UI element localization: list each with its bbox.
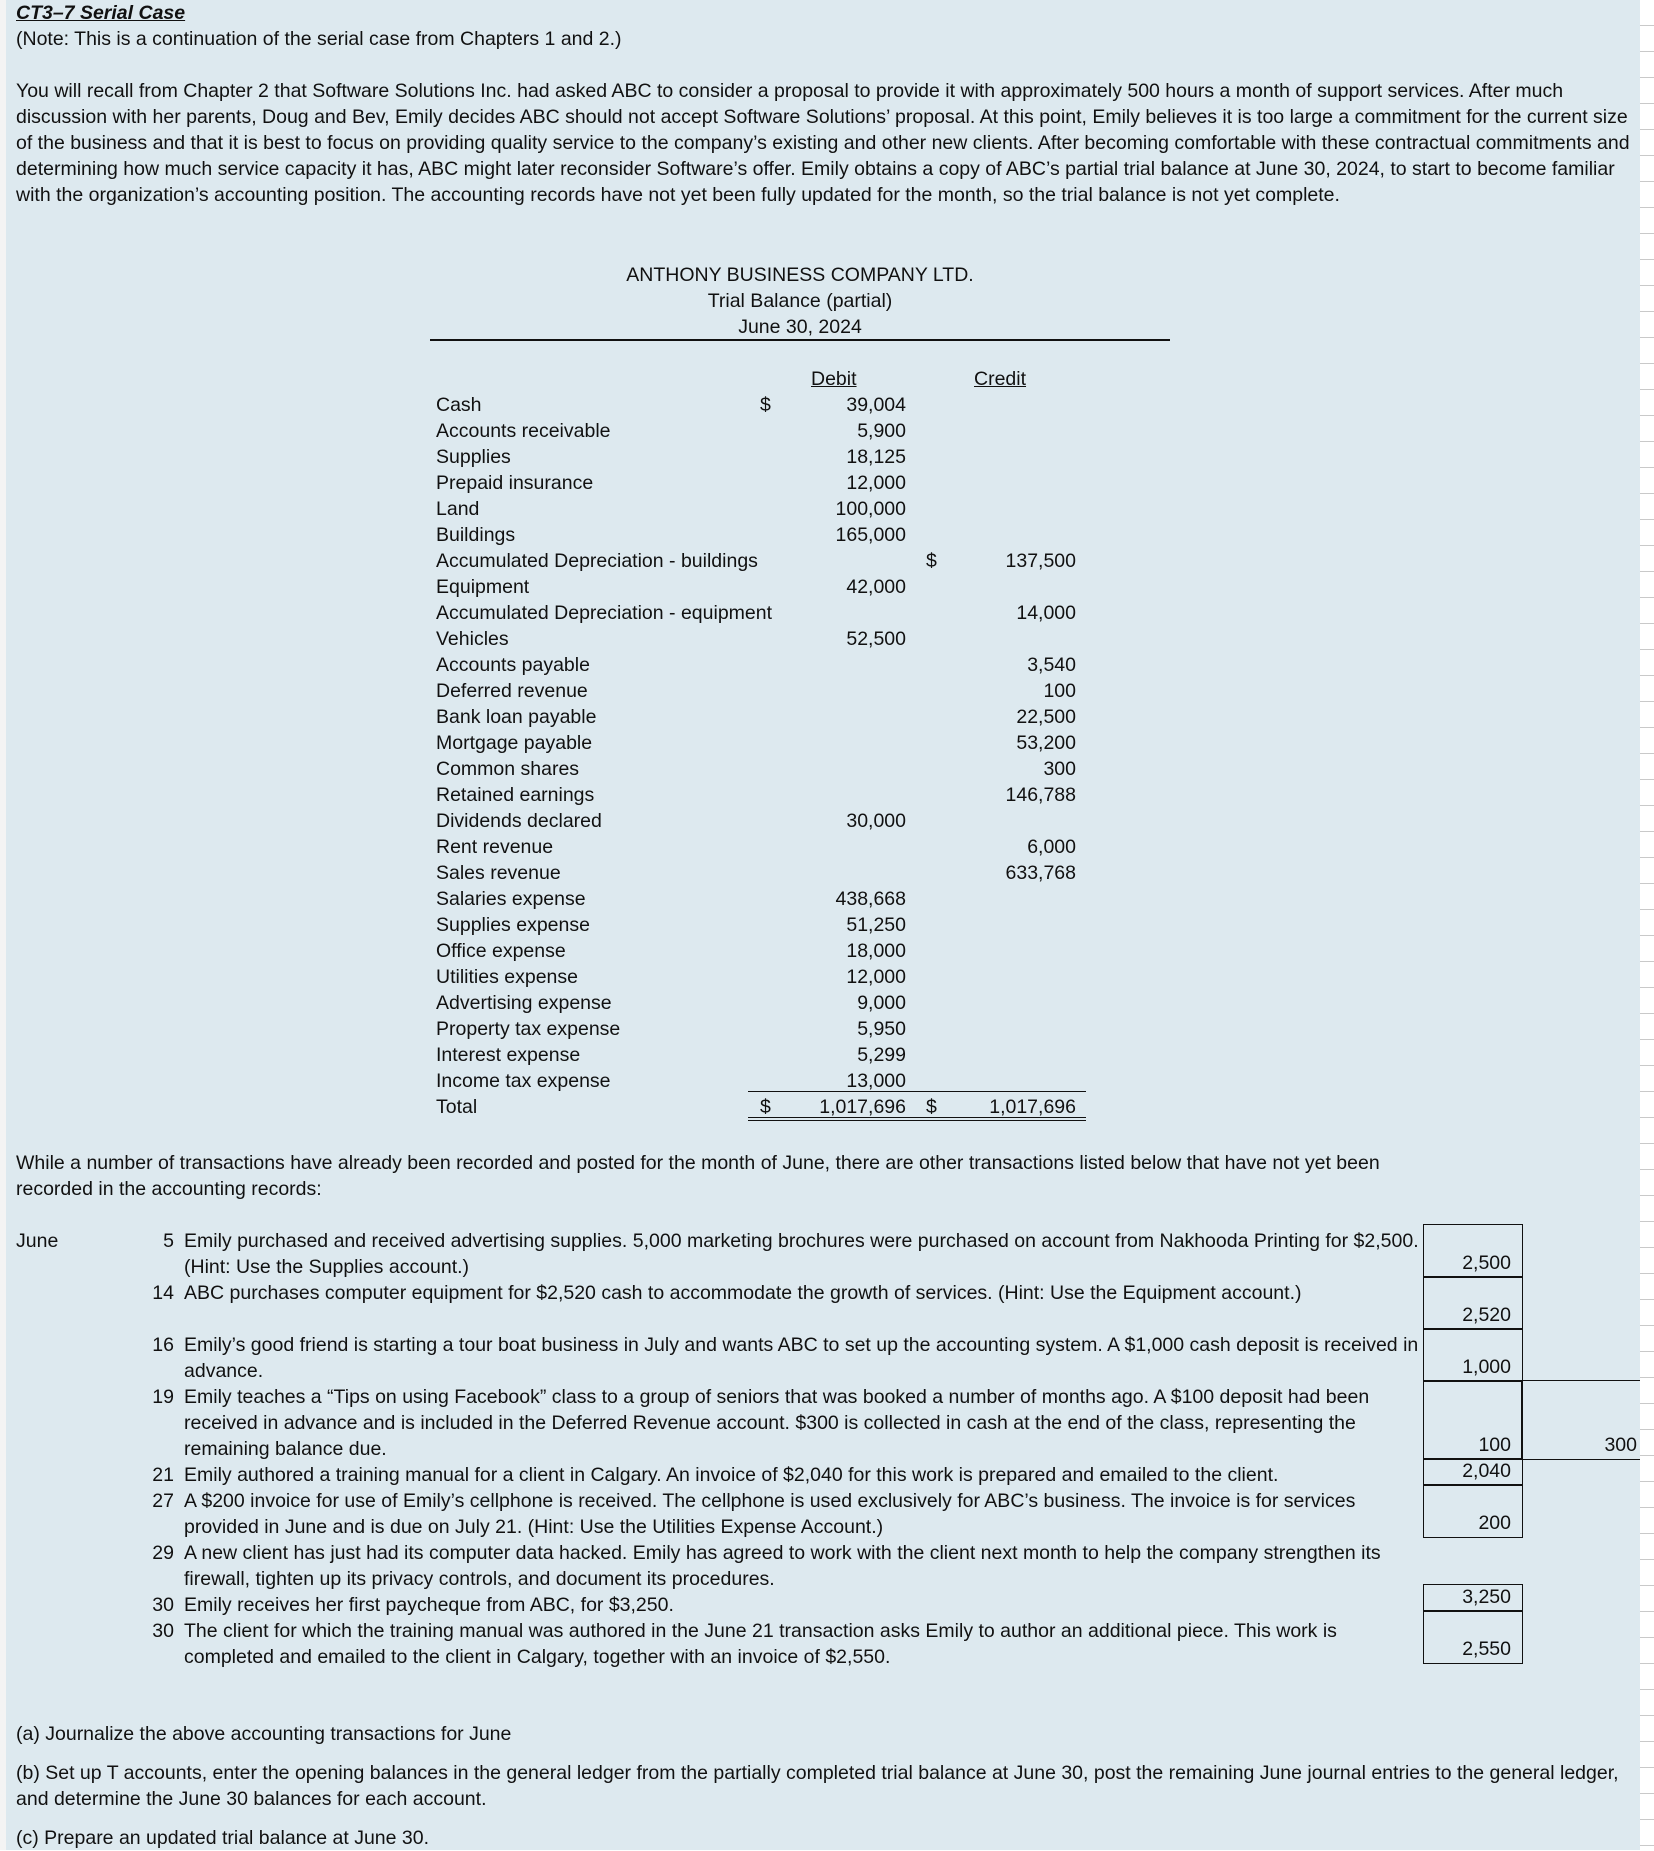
tb-account-name: Mortgage payable — [436, 732, 593, 754]
tb-account-name: Income tax expense — [436, 1070, 611, 1092]
tb-credit-sign: $ — [926, 1096, 937, 1118]
tb-account-name: Cash — [436, 394, 482, 416]
tb-row — [436, 912, 906, 938]
case-title: CT3–7 Serial Case — [16, 2, 186, 24]
tb-row — [436, 938, 906, 964]
amount-value: 1,000 — [1462, 1356, 1511, 1378]
tb-credit-amount: 100 — [1043, 680, 1076, 702]
tb-row — [436, 964, 906, 990]
tb-date: June 30, 2024 — [738, 316, 862, 338]
transaction-text: Emily purchased and received advertising supplies. 5,000 marketing brochures were purchased on account from Nakhooda Printing for $2,500. (Hint: Use the Supplies account.) — [184, 1230, 1419, 1278]
tb-account-name: Vehicles — [436, 628, 509, 650]
tb-credit-amount: 14,000 — [1016, 602, 1076, 624]
tb-row — [436, 418, 906, 444]
tb-credit-amount: 300 — [1043, 758, 1076, 780]
tb-credit-amount: 3,540 — [1027, 654, 1076, 676]
tb-row — [436, 392, 906, 418]
transaction-day: 16 — [152, 1334, 174, 1356]
gridline-edge — [1640, 0, 1654, 1850]
amount-value: 100 — [1478, 1434, 1511, 1456]
tb-row — [436, 444, 906, 470]
tb-debit-amount: 13,000 — [846, 1070, 906, 1092]
transaction-day: 30 — [152, 1594, 174, 1616]
tb-row — [436, 470, 906, 496]
question-a: (a) Journalize the above accounting transactions for June — [16, 1723, 512, 1745]
tb-credit-amount: 53,200 — [1016, 732, 1076, 754]
tb-total-rule-bottom-2 — [748, 1120, 1086, 1121]
tb-account-name: Land — [436, 498, 480, 520]
transaction-text: The client for which the training manual was authored in the June 21 transaction asks Emily to author an additional piece. This work is completed and emailed to the client in Calgary, together with an invoice of $2,550. — [184, 1620, 1337, 1668]
tb-account-name: Equipment — [436, 576, 530, 598]
tb-debit-sign: $ — [760, 394, 771, 416]
tb-debit-amount: 39,004 — [846, 394, 906, 416]
tb-account-name: Rent revenue — [436, 836, 554, 858]
tb-row — [436, 834, 1076, 860]
amount-value: 2,040 — [1462, 1460, 1511, 1482]
tb-account-name: Accumulated Depreciation - buildings — [436, 550, 758, 572]
tb-debit-amount: 18,000 — [846, 940, 906, 962]
transaction-day: 19 — [152, 1386, 174, 1408]
tb-account-name: Accounts receivable — [436, 420, 611, 442]
case-note: (Note: This is a continuation of the serial case from Chapters 1 and 2.) — [16, 28, 622, 50]
tb-debit-header: Debit — [811, 368, 857, 390]
transaction-text: Emily teaches a “Tips on using Facebook” class to a group of seniors that was booked a number of months ago. A $100 deposit had been received in advance and is included in the Deferred Revenue account. $300 is collected in cash at the end of the class, representing the remaining balance due. — [184, 1386, 1370, 1460]
tb-debit-amount: 12,000 — [846, 966, 906, 988]
tb-account-name: Accounts payable — [436, 654, 590, 676]
tb-account-name: Prepaid insurance — [436, 472, 594, 494]
tb-debit-amount: 9,000 — [857, 992, 906, 1014]
tb-row — [436, 990, 906, 1016]
tb-credit-amount: 6,000 — [1027, 836, 1076, 858]
tb-debit-amount: 1,017,696 — [819, 1096, 906, 1118]
tb-row — [436, 860, 1076, 886]
tb-row — [436, 1016, 906, 1042]
transaction-day: 5 — [163, 1230, 174, 1252]
tb-debit-amount: 165,000 — [835, 524, 906, 546]
tb-credit-amount: 1,017,696 — [989, 1096, 1076, 1118]
tb-account-name: Buildings — [436, 524, 516, 546]
tb-row — [436, 704, 1076, 730]
transactions-intro: While a number of transactions have already been recorded and posted for the month of June, there are other transactions listed below that have not yet been recorded in the accounting records: — [16, 1152, 1380, 1200]
tb-account-name: Bank loan payable — [436, 706, 597, 728]
tb-account-name: Salaries expense — [436, 888, 586, 910]
tb-debit-amount: 42,000 — [846, 576, 906, 598]
tb-account-name: Total — [436, 1096, 478, 1118]
tb-credit-amount: 22,500 — [1016, 706, 1076, 728]
transaction-text: ABC purchases computer equipment for $2,520 cash to accommodate the growth of services. (Hint: Use the Equipment account.) — [184, 1282, 1302, 1304]
tb-row — [436, 652, 1076, 678]
tb-row — [436, 1042, 906, 1068]
tb-debit-amount: 51,250 — [846, 914, 906, 936]
tb-account-name: Deferred revenue — [436, 680, 588, 702]
tb-account-name: Supplies — [436, 446, 511, 468]
transaction-day: 29 — [152, 1542, 174, 1564]
tb-row — [436, 678, 1076, 704]
question-c: (c) Prepare an updated trial balance at June 30. — [16, 1827, 430, 1849]
tb-debit-sign: $ — [760, 1096, 771, 1118]
intro-paragraph: You will recall from Chapter 2 that Software Solutions Inc. had asked ABC to consider a proposal to provide it with approximately 500 hours a month of support services. After much discussion with her parents, Doug and Bev, Emily decides ABC should not accept Software Solutions’ proposal. At this point, Emily believes it is too large a commitment for the current size of the business and that it is best to focus on providing quality service to the company’s existing and other new clients. After becoming comfortable with these contractual commitments and determining how much service capacity it has, ABC might later reconsider Software’s offer. Emily obtains a copy of ABC’s partial trial balance at June 30, 2024, to start to become familiar with the organization’s accounting position. The accounting records have not yet been fully updated for the month, so the trial balance is not yet complete. — [16, 80, 1630, 206]
transaction-day: 30 — [152, 1620, 174, 1642]
tb-row — [436, 600, 1076, 626]
transaction-text: A $200 invoice for use of Emily’s cellphone is received. The cellphone is used exclusively for ABC’s business. The invoice is for services provided in June and is due on July 21. (Hint: Use the Utilities Expense Account.) — [184, 1490, 1356, 1538]
tb-debit-amount: 438,668 — [835, 888, 906, 910]
amount-value: 300 — [1604, 1434, 1637, 1456]
tb-credit-amount: 146,788 — [1005, 784, 1076, 806]
tb-debit-amount: 12,000 — [846, 472, 906, 494]
tb-row — [436, 808, 906, 834]
tb-row — [436, 886, 906, 912]
amount-value: 2,500 — [1462, 1252, 1511, 1274]
tb-debit-amount: 18,125 — [846, 446, 906, 468]
month-label: June — [16, 1230, 59, 1252]
tb-account-name: Retained earnings — [436, 784, 595, 806]
tb-total-rule-top — [748, 1091, 1086, 1092]
amount-value: 3,250 — [1462, 1586, 1511, 1608]
tb-account-name: Dividends declared — [436, 810, 602, 832]
tb-row — [436, 522, 906, 548]
tb-account-name: Interest expense — [436, 1044, 581, 1066]
transaction-day: 14 — [152, 1282, 174, 1304]
tb-credit-sign: $ — [926, 550, 937, 572]
tb-row — [436, 626, 906, 652]
transaction-day: 27 — [152, 1490, 174, 1512]
tb-account-name: Office expense — [436, 940, 566, 962]
tb-account-name: Utilities expense — [436, 966, 578, 988]
tb-row — [436, 782, 1076, 808]
transaction-text: Emily’s good friend is starting a tour boat business in July and wants ABC to set up the accounting system. A $1,000 cash deposit is received in advance. — [184, 1334, 1419, 1382]
transaction-text: A new client has just had its computer data hacked. Emily has agreed to work with the client next month to help the company strengthen its firewall, tighten up its privacy controls, and document its procedures. — [184, 1542, 1381, 1590]
amount-value: 2,520 — [1462, 1304, 1511, 1326]
tb-account-name: Advertising expense — [436, 992, 612, 1014]
tb-subtitle: Trial Balance (partial) — [707, 290, 893, 312]
transaction-text: Emily authored a training manual for a client in Calgary. An invoice of $2,040 for this work is prepared and emailed to the client. — [184, 1464, 1279, 1486]
tb-company: ANTHONY BUSINESS COMPANY LTD. — [626, 264, 974, 286]
transaction-text: Emily receives her first paycheque from ABC, for $3,250. — [184, 1594, 674, 1616]
question-b: (b) Set up T accounts, enter the opening balances in the general ledger from the partially completed trial balance at June 30, post the remaining June journal entries to the general ledger, and determine the June 30 balances for each account. — [16, 1762, 1619, 1810]
tb-debit-amount: 30,000 — [846, 810, 906, 832]
tb-account-name: Property tax expense — [436, 1018, 621, 1040]
tb-debit-amount: 5,900 — [857, 420, 906, 442]
tb-row — [436, 548, 1076, 574]
tb-row — [436, 574, 906, 600]
amount-value: 200 — [1478, 1512, 1511, 1534]
amount-value: 2,550 — [1462, 1638, 1511, 1660]
tb-credit-amount: 633,768 — [1005, 862, 1076, 884]
tb-account-name: Supplies expense — [436, 914, 590, 936]
tb-account-name: Sales revenue — [436, 862, 561, 884]
transaction-day: 21 — [152, 1464, 174, 1486]
tb-debit-amount: 5,299 — [857, 1044, 906, 1066]
tb-row — [436, 496, 906, 522]
tb-debit-amount: 100,000 — [835, 498, 906, 520]
tb-credit-header: Credit — [974, 368, 1027, 390]
tb-debit-amount: 52,500 — [846, 628, 906, 650]
tb-header-rule — [430, 339, 1170, 341]
tb-row — [436, 730, 1076, 756]
tb-row — [436, 756, 1076, 782]
tb-debit-amount: 5,950 — [857, 1018, 906, 1040]
tb-credit-amount: 137,500 — [1005, 550, 1076, 572]
tb-account-name: Common shares — [436, 758, 580, 780]
tb-total-rule-bottom-1 — [748, 1117, 1086, 1118]
tb-account-name: Accumulated Depreciation - equipment — [436, 602, 773, 624]
